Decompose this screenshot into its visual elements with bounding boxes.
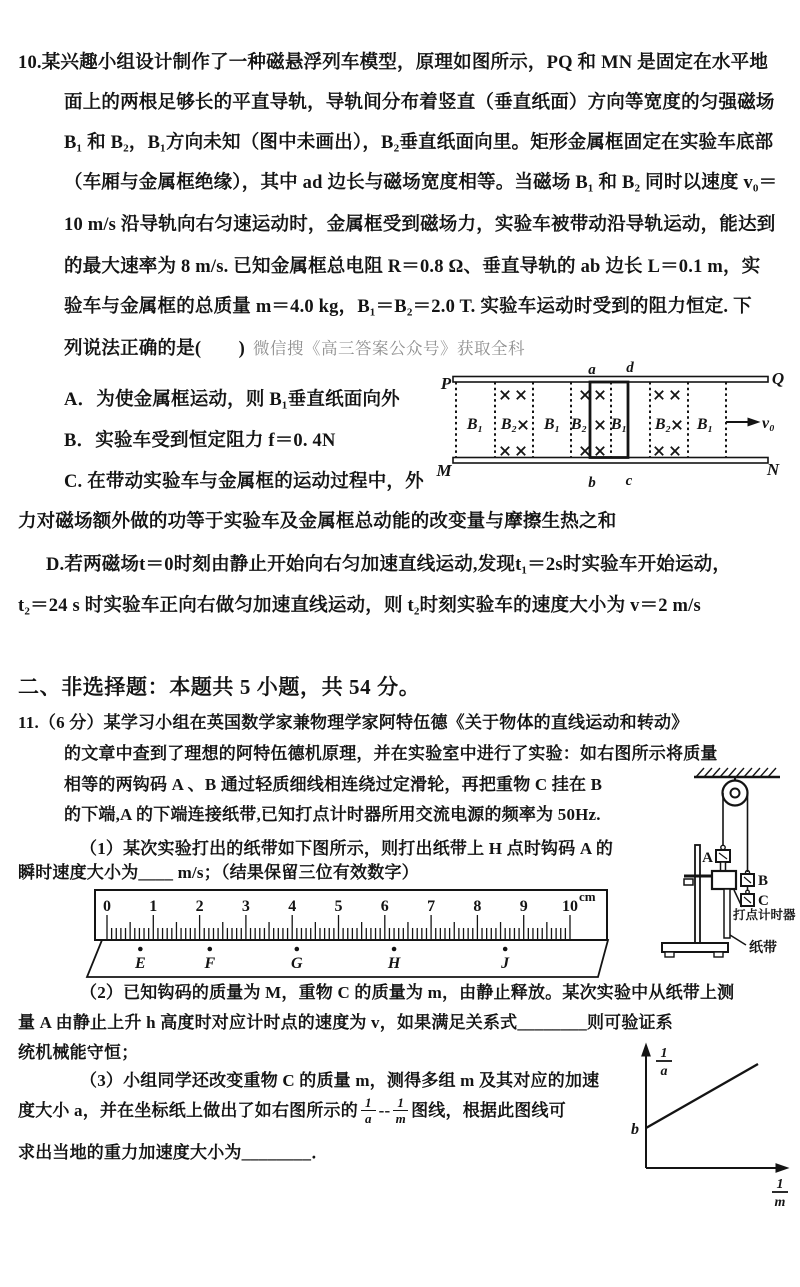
q11-part1-line: （1）某次实验打出的纸带如下图所示，则打出纸带上 H 点时钩码 A 的 bbox=[80, 839, 614, 858]
tape-label: 纸带 bbox=[749, 941, 777, 956]
x-axis-arrowhead bbox=[776, 1164, 788, 1172]
weight-c-label: C bbox=[758, 893, 769, 909]
timer-label: 打点计时器 bbox=[733, 908, 796, 922]
svg-text:b: b bbox=[588, 475, 596, 491]
svg-text:B₁: B₁ bbox=[466, 416, 484, 433]
q11-part3-line: 求出当地的重力加速度大小为________． bbox=[18, 1143, 329, 1162]
clamp-knob bbox=[684, 879, 693, 885]
svg-text:P: P bbox=[440, 374, 452, 393]
paper-tape bbox=[87, 940, 608, 977]
svg-text:3: 3 bbox=[241, 898, 250, 915]
y-axis-arrowhead bbox=[642, 1044, 650, 1056]
base-foot bbox=[714, 952, 723, 957]
svg-text:N: N bbox=[766, 460, 780, 479]
svg-text:F: F bbox=[204, 955, 216, 972]
svg-text:M: M bbox=[436, 461, 452, 480]
q11-part2-line: 量 A 由静止上升 h 高度时对应计时点的速度为 v，如果满足关系式________则可验证系 bbox=[18, 1013, 673, 1032]
velocity-label: v₀ bbox=[762, 415, 775, 432]
intercept-label: b bbox=[631, 1121, 639, 1138]
q10-line: （车厢与金属框绝缘），其中 ad 边长与磁场宽度相等。当磁场 B₁ 和 B₂ 同时以速度 v₀＝ bbox=[64, 173, 778, 193]
svg-text:10: 10 bbox=[562, 898, 578, 915]
part3-dash: -- bbox=[378, 1100, 391, 1120]
q11-part2-line: （2）已知钩码的质量为 M，重物 C 的质量为 m，由静止释放。某次实验中从纸带上测 bbox=[80, 983, 735, 1002]
q11-line: 相等的两钩码 A 、B 通过轻质细线相连绕过定滑轮，再把重物 C 挂在 B bbox=[64, 775, 603, 794]
svg-text:1: 1 bbox=[149, 898, 158, 915]
weight-a-stem bbox=[721, 862, 726, 871]
stand-rod bbox=[695, 845, 700, 943]
q10-line: 验车与金属框的总质量 m＝4.0 kg，B₁＝B₂＝2.0 T. 实验车运动时受到的阻力恒定. 下 bbox=[64, 297, 752, 317]
q10-option-c-continued: 力对磁场额外做的功等于实验车及金属框总动能的改变量与摩擦生热之和 bbox=[18, 512, 617, 532]
part3-text: 度大小 a，并在坐标纸上做出了如右图所示的 bbox=[18, 1100, 358, 1120]
q10-option-b: B．实验车受到恒定阻力 f＝0. 4N bbox=[64, 431, 336, 451]
base-foot bbox=[665, 952, 674, 957]
q11-part3-line-with-fractions bbox=[18, 1096, 566, 1125]
svg-text:8: 8 bbox=[473, 898, 482, 915]
q10-line: B₁ 和 B₂，B₁方向未知（图中未画出），B₂垂直纸面向里。矩形金属框固定在实验车底部 bbox=[64, 133, 774, 153]
svg-text:0: 0 bbox=[103, 898, 111, 915]
atwood-apparatus-figure bbox=[640, 766, 800, 991]
svg-text:B₁: B₁ bbox=[696, 416, 714, 433]
section-2-heading: 二、非选择题：本题共 5 小题，共 54 分。 bbox=[18, 675, 421, 699]
svg-text:7: 7 bbox=[427, 898, 436, 915]
svg-text:a: a bbox=[588, 362, 596, 378]
svg-text:B₂: B₂ bbox=[500, 416, 518, 433]
q10-line: 10 m/s 沿导轨向右匀速运动时，金属框受到磁场力，实验车被带动沿导轨运动，能达到 bbox=[64, 215, 776, 235]
q11-part2-line: 统机械能守恒； bbox=[18, 1043, 139, 1062]
svg-text:J: J bbox=[501, 955, 510, 972]
svg-text:B₂: B₂ bbox=[570, 416, 588, 433]
q10-maglev-track-figure bbox=[433, 358, 795, 496]
timer-box bbox=[712, 871, 736, 889]
q10-option-d: D.若两磁场t＝0时刻由静止开始向右匀加速直线运动,发现t₁＝2s时实验车开始运动， bbox=[46, 555, 732, 575]
svg-text:6: 6 bbox=[380, 898, 389, 915]
watermark: 微信搜《高三答案公众号》获取全科 bbox=[253, 339, 526, 358]
svg-text:m: m bbox=[774, 1195, 786, 1210]
svg-text:a: a bbox=[660, 1064, 668, 1079]
y-axis-label-one-over-a bbox=[656, 1046, 672, 1079]
svg-text:B₁: B₁ bbox=[610, 416, 628, 433]
q11-line: 的文章中查到了理想的阿特伍德机原理，并在实验室中进行了实验：如右图所示将质量 bbox=[64, 744, 718, 763]
q11-part3-line: （3）小组同学还改变重物 C 的质量 m，测得多组 m 及其对应的加速 bbox=[80, 1071, 600, 1090]
q10-option-d-continued: t₂＝24 s 时实验车正向右做匀加速直线运动，则 t₂时刻实验车的速度大小为 v＝2 m/s bbox=[18, 596, 701, 616]
svg-text:1: 1 bbox=[776, 1177, 784, 1192]
q10-option-c: C. 在带动实验车与金属框的运动过程中，外 bbox=[64, 472, 424, 492]
svg-text:5: 5 bbox=[334, 898, 343, 915]
svg-text:B₂: B₂ bbox=[654, 416, 672, 433]
ruler-unit-label: cm bbox=[579, 889, 596, 904]
svg-text:Q: Q bbox=[771, 369, 785, 388]
fraction-one-over-a: $\frac{1}{a}$ bbox=[361, 1096, 376, 1125]
svg-text:1: 1 bbox=[660, 1046, 668, 1061]
svg-text:4: 4 bbox=[288, 898, 297, 915]
svg-text:d: d bbox=[626, 360, 634, 376]
velocity-arrowhead bbox=[748, 418, 759, 426]
svg-text:E: E bbox=[135, 955, 146, 972]
svg-text:H: H bbox=[387, 955, 401, 972]
weight-b-label: B bbox=[758, 873, 769, 889]
svg-text:9: 9 bbox=[519, 898, 528, 915]
svg-text:G: G bbox=[291, 955, 303, 972]
part3-text: 图线，根据此图线可 bbox=[411, 1100, 566, 1120]
tape-pointer-line bbox=[730, 935, 746, 945]
q11-part1-line: 瞬时速度大小为____ m/s；（结果保留三位有效数字） bbox=[18, 863, 419, 882]
svg-text:B₁: B₁ bbox=[543, 416, 561, 433]
stand-base bbox=[662, 943, 728, 952]
q10-stem-text: 列说法正确的是( ) bbox=[64, 339, 246, 359]
tape-strip bbox=[724, 889, 730, 938]
svg-text:c: c bbox=[625, 473, 633, 489]
ceiling-hatching bbox=[696, 768, 776, 777]
pulley-axle bbox=[731, 789, 740, 798]
q10-line: 10.某兴趣小组设计制作了一种磁悬浮列车模型，原理如图所示，PQ 和 MN 是固定在水平地 bbox=[18, 53, 769, 73]
svg-text:2: 2 bbox=[195, 898, 204, 915]
weight-a-label: A bbox=[702, 850, 713, 866]
q10-line: 面上的两根足够长的平直导轨，导轨间分布着竖直（垂直纸面）方向等宽度的匀强磁场 bbox=[64, 93, 775, 113]
inverse-a-vs-inverse-m-graph bbox=[610, 1030, 800, 1215]
q11-line: 11.（6 分）某学习小组在英国数学家兼物理学家阿特伍德《关于物体的直线运动和转动》 bbox=[18, 713, 689, 732]
q11-line: 的下端,A 的下端连接纸带,已知打点计时器所用交流电源的频率为 50Hz. bbox=[64, 805, 601, 824]
fraction-one-over-m: $\frac{1}{m}$ bbox=[393, 1096, 408, 1125]
q10-option-a: A．为使金属框运动，则 B₁垂直纸面向外 bbox=[64, 390, 400, 410]
q10-line: 的最大速率为 8 m/s. 已知金属框总电阻 R＝0.8 Ω、垂直导轨的 ab 边长 L＝0.1 m，实 bbox=[64, 257, 761, 277]
x-axis-label-one-over-m bbox=[772, 1177, 788, 1210]
ruler-tape-figure bbox=[82, 888, 622, 980]
